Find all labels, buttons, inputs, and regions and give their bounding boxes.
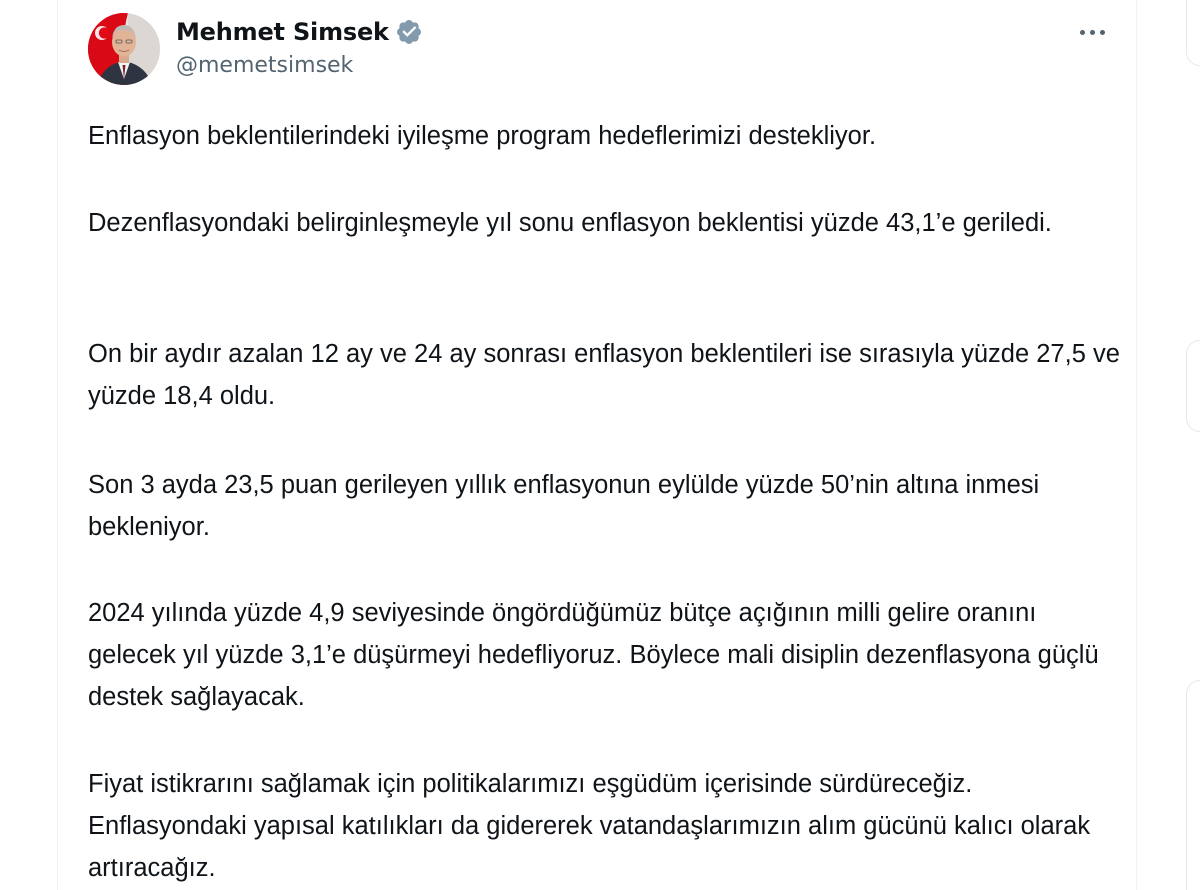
- avatar[interactable]: [88, 13, 160, 85]
- more-options-icon: [1100, 30, 1105, 35]
- tweet-paragraph: On bir aydır azalan 12 ay ve 24 ay sonrası enflasyon beklentileri ise sırasıyla yüzde 27,5 ve yüzde 18,4 oldu.: [88, 340, 1120, 410]
- sidebar-panel-edge: [1186, 680, 1200, 890]
- timeline-border-left: [57, 0, 58, 890]
- tweet-paragraph: Enflasyon beklentilerindeki iyileşme program hedeflerimizi destekliyor.: [88, 122, 877, 150]
- tweet-paragraph: Son 3 ayda 23,5 puan gerileyen yıllık enflasyonun eylülde yüzde 50’nin altına inmesi bekleniyor.: [88, 471, 1040, 541]
- sidebar-panel-edge: [1186, 0, 1200, 66]
- sidebar-panel-edge: [1186, 340, 1200, 432]
- tweet-paragraph: 2024 yılında yüzde 4,9 seviyesinde öngördüğümüz bütçe açığının milli gelire oranını gelecek yıl yüzde 3,1’e düşürmeyi hedefliyoruz. Böylece mali disiplin dezenflasyona güçlü destek sağlayacak.: [88, 599, 1099, 711]
- author-handle[interactable]: @memetsimsek: [176, 53, 354, 78]
- tweet-paragraph: Dezenflasyondaki belirginleşmeyle yıl sonu enflasyon beklentisi yüzde 43,1’e geriledi.: [88, 209, 1052, 237]
- author-name-row[interactable]: [176, 15, 423, 49]
- author-display-name[interactable]: Mehmet Simsek: [176, 18, 389, 46]
- tweet-paragraph: Fiyat istikrarını sağlamak için politikalarımızı eşgüdüm içerisinde sürdüreceğiz. Enflasyondaki yapısal katılıkları da gidererek vatandaşlarımızın alım gücünü kalıcı olarak artıracağız.: [88, 770, 1091, 882]
- verified-badge-icon[interactable]: [395, 18, 423, 46]
- profile-photo-icon: [88, 13, 160, 85]
- more-options-button[interactable]: [1072, 16, 1112, 48]
- more-options-icon: [1090, 30, 1095, 35]
- more-options-icon: [1080, 30, 1085, 35]
- timeline-border-right: [1136, 0, 1137, 890]
